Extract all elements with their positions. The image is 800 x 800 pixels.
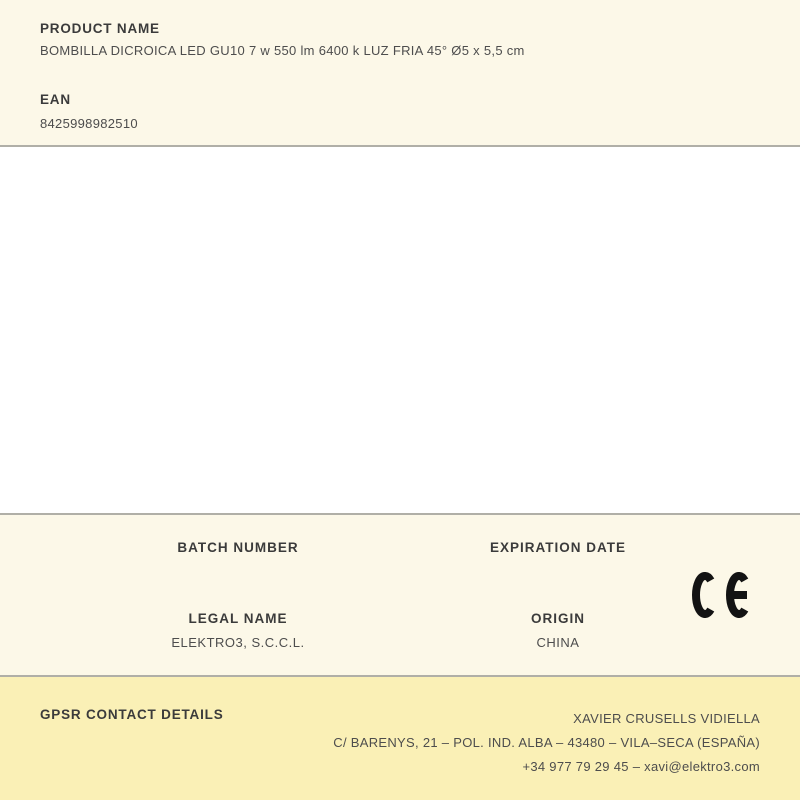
- contact-address: C/ BARENYS, 21 – POL. IND. ALBA – 43480 – VILA–SECA (ESPAÑA): [333, 735, 760, 750]
- origin-value: CHINA: [536, 635, 580, 650]
- legal-name-value: ELEKTRO3, S.C.C.L.: [171, 635, 305, 650]
- contact-block: [333, 707, 760, 779]
- contact-phone-email: +34 977 79 29 45 – xavi@elektro3.com: [522, 759, 760, 774]
- gpsr-contact-details-label: GPSR CONTACT DETAILS: [40, 707, 224, 722]
- contact-name: XAVIER CRUSELLS VIDIELLA: [573, 711, 760, 726]
- expiration-date-label: EXPIRATION DATE: [489, 540, 626, 555]
- product-header-section: [0, 0, 800, 147]
- ean-value: 8425998982510: [40, 116, 138, 131]
- ean-label: EAN: [40, 92, 71, 107]
- product-name-value: BOMBILLA DICROICA LED GU10 7 w 550 lm 6400 k LUZ FRIA 45° Ø5 x 5,5 cm: [40, 43, 525, 58]
- gpsr-contact-section: [0, 675, 800, 800]
- product-image-area: [0, 149, 800, 513]
- batch-number-label: BATCH NUMBER: [177, 540, 299, 555]
- product-name-label: PRODUCT NAME: [40, 21, 160, 36]
- batch-info-section: [0, 513, 800, 675]
- ce-mark-icon: [692, 572, 758, 618]
- legal-name-label: LEGAL NAME: [188, 611, 288, 626]
- origin-label: ORIGIN: [530, 611, 585, 626]
